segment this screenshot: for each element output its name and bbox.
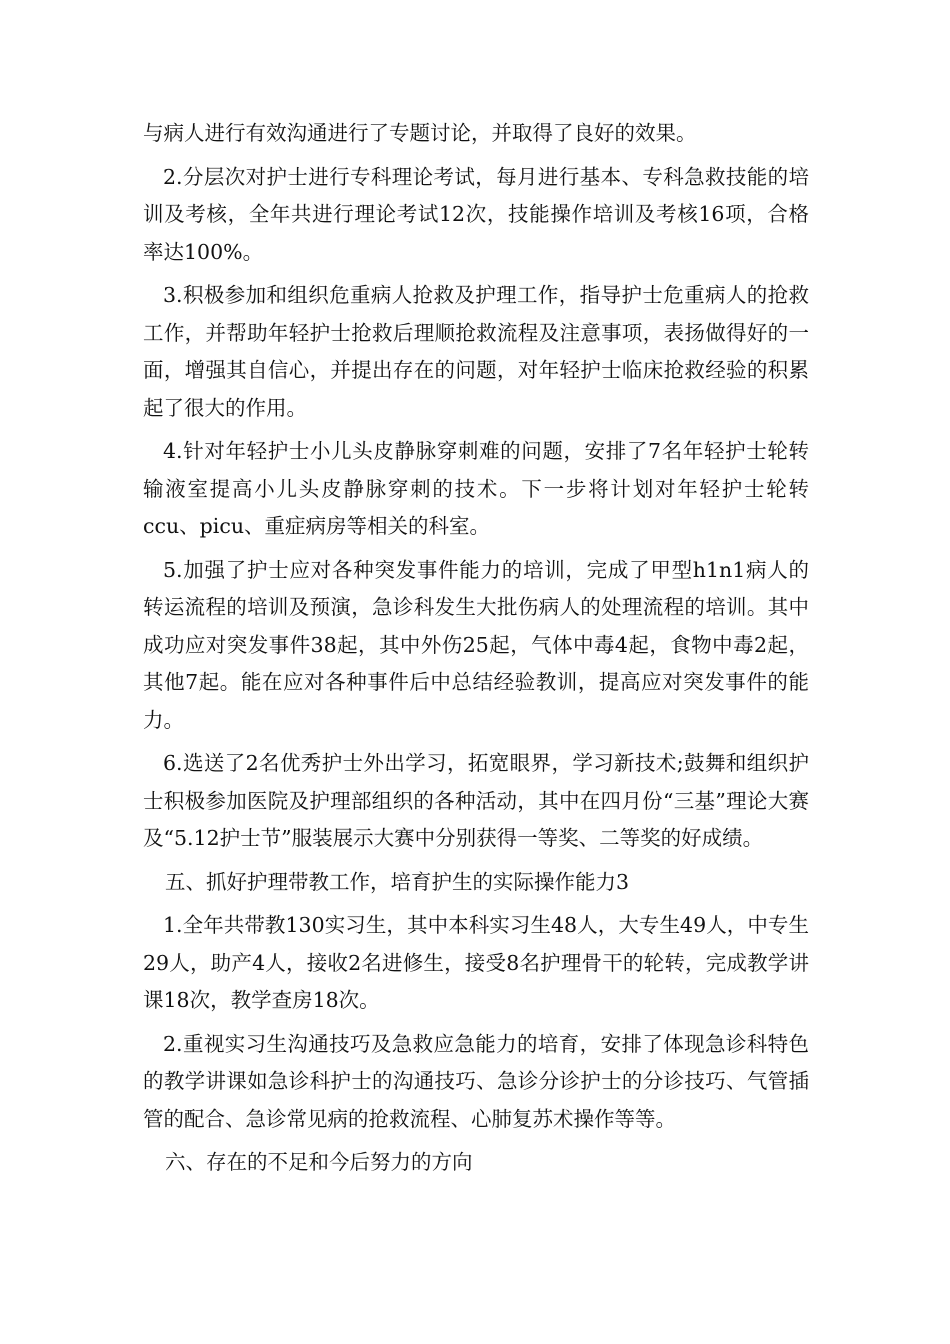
paragraph-item-6-awards: 6.选送了2名优秀护士外出学习，拓宽眼界，学习新技术;鼓舞和组织护士积极参加医院及护理部组织的各种活动，其中在四月份“三基”理论大赛及“5.12护士节”服装展示大赛中分别获得一等奖、二等奖的好成绩。 — [143, 751, 809, 850]
paragraph-teaching-1: 1.全年共带教130实习生，其中本科实习生48人，大专生49人，中专生29人，助产4人，接收2名进修生，接受8名护理骨干的轮转，完成教学讲课18次，教学查房18次。 — [143, 913, 809, 1012]
section-heading-six: 六、存在的不足和今后努力的方向 — [165, 1150, 473, 1174]
section-heading-five: 五、抓好护理带教工作，培育护生的实际操作能力3 — [165, 869, 630, 894]
paragraph-teaching-2: 2.重视实习生沟通技巧及急救应急能力的培育，安排了体现急诊科特色的教学讲课如急诊科护士的沟通技巧、急诊分诊护士的分诊技巧、气管插管的配合、急诊常见病的抢救流程、心肺复苏术操作等等。 — [143, 1031, 809, 1131]
paragraph-item-4-rotation: 4.针对年轻护士小儿头皮静脉穿刺难的问题，安排了7名年轻护士轮转输液室提高小儿头皮静脉穿刺的技术。下一步将计划对年轻护士轮转ccu、picu、重症病房等相关的科室。 — [143, 439, 809, 538]
paragraph-item-2-exams: 2.分层次对护士进行专科理论考试，每月进行基本、专科急救技能的培训及考核，全年共进行理论考试12次，技能操作培训及考核16项，合格率达100%。 — [143, 164, 809, 264]
paragraph-item-5-emergency-training: 5.加强了护士应对各种突发事件能力的培训，完成了甲型h1n1病人的转运流程的培训及预演，急诊科发生大批伤病人的处理流程的培训。其中成功应对突发事件38起，其中外伤25起，气体中毒4起，食物中毒2起，其他7起。能在应对各种事件后中总结经验教训，提高应对突发事件的能力。 — [143, 557, 809, 732]
document-body — [143, 115, 809, 1188]
paragraph-continuation: 与病人进行有效沟通进行了专题讨论，并取得了良好的效果。 — [143, 121, 697, 145]
paragraph-item-3-rescue: 3.积极参加和组织危重病人抢救及护理工作，指导护士危重病人的抢救工作，并帮助年轻护士抢救后理顺抢救流程及注意事项，表扬做得好的一面，增强其自信心，并提出存在的问题，对年轻护士临床抢救经验的积累起了很大的作用。 — [143, 283, 809, 420]
